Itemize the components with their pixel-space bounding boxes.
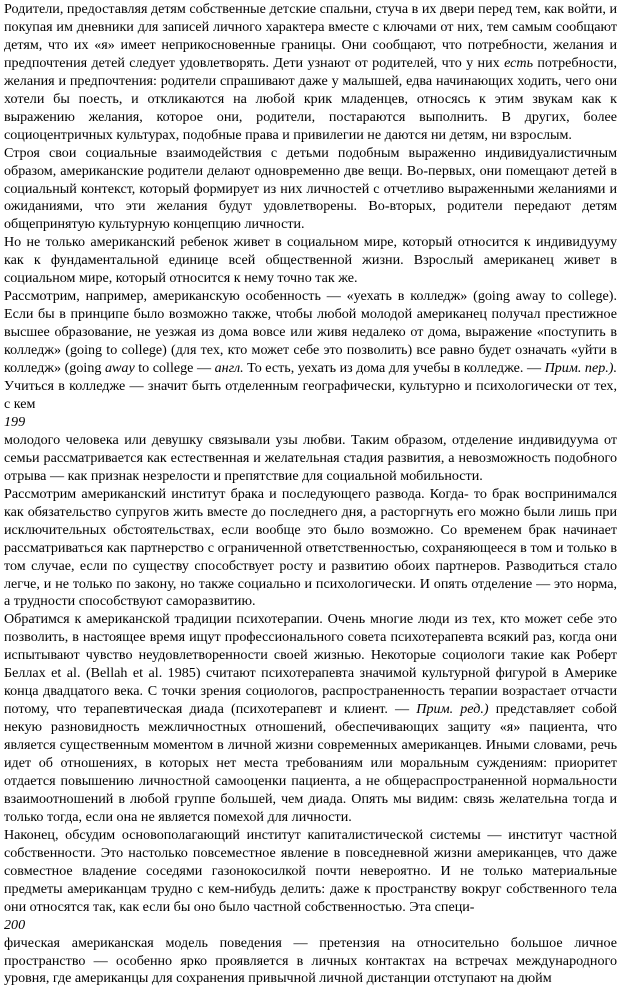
body-paragraph	[4, 486, 617, 612]
body-paragraph	[4, 234, 617, 288]
document-body	[4, 1, 617, 988]
italic-text-segment: away	[104, 360, 135, 377]
text-segment: to college —	[134, 360, 215, 377]
text-segment: Наконец, обсудим основополагающий институт капиталистической системы — институт частной собственности. Это настолько повсеместное явление в повседневной жизни американцев, что даже совместное владение соседями газонокосилкой почти невероятно. И не только материальные предметы американцам трудно с кем-нибудь делить: даже к пространству вокруг собственного тела они относятся так, как если бы оно было частной собственностью. Эта специ-	[4, 826, 617, 915]
text-segment: фическая американская модель поведения — претензия на относительно большое личное пространство — особенно ярко проявляется в личных контактах на встречах международного уровня, где американцы для сохранения привычной личной дистанции отступают на дюйм	[4, 934, 617, 987]
text-segment: Учиться в колледже — значит быть отделенным географически, культурно и психологически от тех, с кем	[4, 378, 617, 412]
text-segment: То есть, уехать из дома для учебы в колледже. —	[243, 360, 545, 377]
body-paragraph	[4, 611, 617, 826]
body-paragraph	[4, 432, 617, 486]
text-segment: потребности, желания и предпочтения: родители спрашивают даже у малышей, едва начинающих ходить, чего они хотели бы поесть, и откликаются на любой крик младенцев, относясь к этим звукам как к выражению желания, которое они, родители, постараются выполнить. В других, более социоцентричных культурах, подобные права и привилегии не даются ни детям, ни взрослым.	[4, 54, 617, 143]
text-segment: Рассмотрим американский институт брака и последующего развода. Когда- то брак воспринимался как обязательство супругов жить вместе до последнего дня, а расторгнуть его можно были лишь при исключительных обстоятельствах, если вообще это было возможно. Со временем брак начинает рассматриваться как партнерство с ограниченной ответственностью, сохраняющееся в том и только в том случае, если по существу способствует росту и развитию обоих партнеров. Разводиться стало легче, и не только по закону, но также социально и психологически. И опять отделение — это норма, а трудности способствуют саморазвитию.	[4, 485, 617, 610]
text-segment: 199	[4, 413, 26, 430]
body-paragraph	[4, 827, 617, 917]
text-segment: молодого человека или девушку связывали узы любви. Таким образом, отделение индивидуума от семьи рассматривается как естественная и желательная стадия развития, а невозможность подобного отрыва — как признак незрелости и препятствие для социальной мобильности.	[4, 431, 617, 484]
text-segment: представляет собой некую разновидность межличностных отношений, обеспечивающих защиту «я» пациента, что является существенным моментом в личной жизни современных американцев. Иными словами, речь идет об отношениях, в которых нет места требованиям или моральным суждениям: приоритет отдается повышению личностной самооценки пациента, а не общераспространенной нормальности взаимоотношений в любой группе большей, чем диада. Опять мы видим: связь желательна тогда и только тогда, если она не является помехой для личности.	[4, 701, 617, 825]
italic-text-segment: англ.	[214, 360, 244, 377]
text-segment: Родители, предоставляя детям собственные детские спальни, стуча в их двери перед тем, как войти, и покупая им дневники для записей личного характера вместе с ключами от них, тем самым сообщают детям, что их «я» имеет неприкосновенные границы. Они сообщают, что потребности, желания и предпочтения детей следует удовлетворять. Дети узнают от родителей, что у них	[4, 1, 617, 71]
text-segment: Строя свои социальные взаимодействия с детьми подобным выраженно индивидуалистичным образом, американские родители делают одновременно две вещи. Во-первых, они помещают детей в социальный контекст, который формирует из них личностей с отчетливо выраженными желаниями и ожиданиями, что эти желания будут удовлетворены. Во-вторых, родители передают детям общепринятую культурную концепцию личности.	[4, 144, 617, 233]
text-segment: Обратимся к американской традиции психотерапии. Очень многие люди из тех, кто может себе это позволить, в настоящее время ищут профессионального совета психотерапевта всякий раз, когда они испытывают чувство неудовлетворенности своей жизнью. Некоторые социологи такие как Роберт Беллах et al. (Bellah et al. 1985) считают психотерапевта значимой культурной фигурой в Америке конца двадцатого века. С точки зрения социологов, распространенность терапии возрастает отчасти потому, что терапевтическая диада (психотерапевт и клиент. —	[4, 611, 617, 718]
body-paragraph	[4, 1, 617, 145]
italic-text-segment: Прим. ред.)	[416, 701, 489, 718]
body-paragraph	[4, 288, 617, 414]
body-paragraph	[4, 935, 617, 988]
page-number	[4, 414, 617, 432]
text-segment: 200	[4, 916, 26, 933]
italic-text-segment: есть	[504, 54, 533, 71]
body-paragraph	[4, 145, 617, 235]
text-segment: Рассмотрим, например, американскую особенность — «уехать в колледж» (going away to college). Если бы в принципе было возможно также, чтобы любой молодой американец получал престижное высшее образование, не уезжая из дома вовсе или живя недалеко от дома, выражение «поступить в колледж» (going to college) (для тех, кто может себе это позволить) все равно будет означать «уйти в колледж» (going	[4, 288, 617, 377]
page-number	[4, 917, 617, 935]
text-segment: Но не только американский ребенок живет в социальном мире, который относится к индивидууму как к фундаментальной единице всей общественной жизни. Взрослый американец живет в социальном мире, который относится к нему точно так же.	[4, 234, 617, 287]
italic-text-segment: Прим. пер.).	[544, 360, 617, 377]
